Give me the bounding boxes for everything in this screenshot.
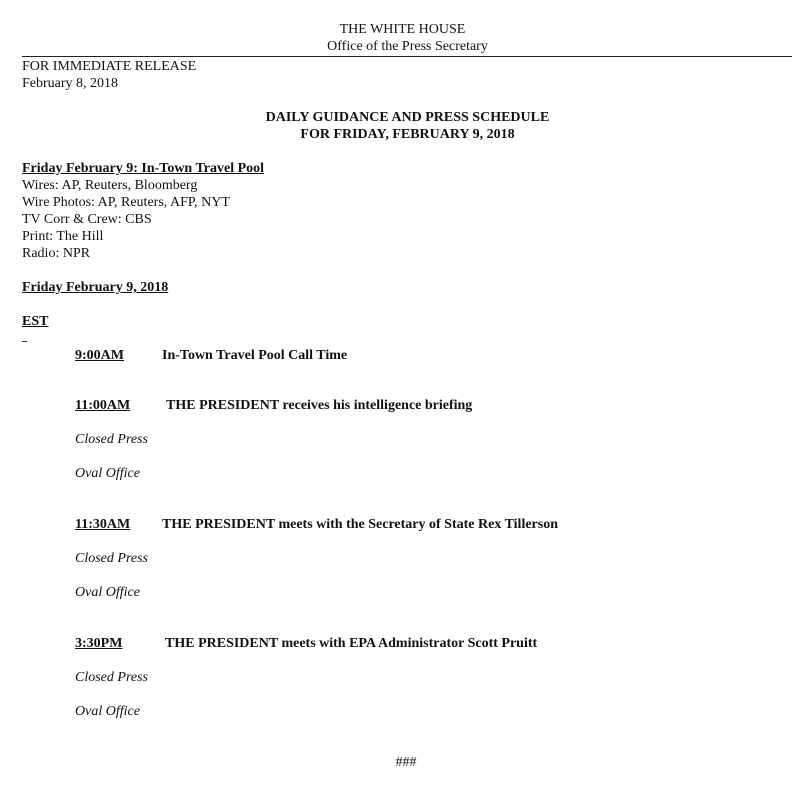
event-title: In-Town Travel Pool Call Time (162, 348, 348, 363)
release-label: FOR IMMEDIATE RELEASE (22, 59, 197, 74)
pool-line: TV Corr & Crew: CBS (22, 212, 152, 227)
pool-heading: Friday February 9: In-Town Travel Pool (22, 161, 265, 176)
release-date: February 8, 2018 (22, 76, 119, 91)
event-press-status: Closed Press (75, 670, 148, 685)
document-subtitle: FOR FRIDAY, FEBRUARY 9, 2018 (300, 127, 515, 142)
header-office: Office of the Press Secretary (327, 39, 488, 54)
event-time: 11:00AM (75, 398, 131, 413)
event-location: Oval Office (75, 704, 140, 719)
pool-line: Wire Photos: AP, Reuters, AFP, NYT (22, 195, 230, 210)
event-press-status: Closed Press (75, 551, 148, 566)
pool-line: Radio: NPR (22, 246, 91, 261)
event-title: THE PRESIDENT meets with the Secretary of State Rex Tillerson (162, 517, 558, 532)
event-location: Oval Office (75, 585, 140, 600)
event-location: Oval Office (75, 466, 140, 481)
header-org: THE WHITE HOUSE (339, 22, 466, 37)
header-divider (22, 56, 792, 57)
event-time: 9:00AM (75, 348, 124, 363)
schedule-date-heading: Friday February 9, 2018 (22, 280, 169, 295)
event-time: 11:30AM (75, 517, 131, 532)
pool-line: Wires: AP, Reuters, Bloomberg (22, 178, 198, 193)
document-title: DAILY GUIDANCE AND PRESS SCHEDULE (265, 110, 550, 125)
event-press-status: Closed Press (75, 432, 148, 447)
event-time: 3:30PM (75, 636, 123, 651)
event-title: THE PRESIDENT meets with EPA Administrator Scott Pruitt (165, 636, 538, 651)
end-mark: ### (395, 755, 417, 770)
timezone-label: EST (22, 314, 49, 329)
stray-dash (22, 341, 27, 342)
pool-line: Print: The Hill (22, 229, 104, 244)
event-title: THE PRESIDENT receives his intelligence briefing (166, 398, 473, 413)
